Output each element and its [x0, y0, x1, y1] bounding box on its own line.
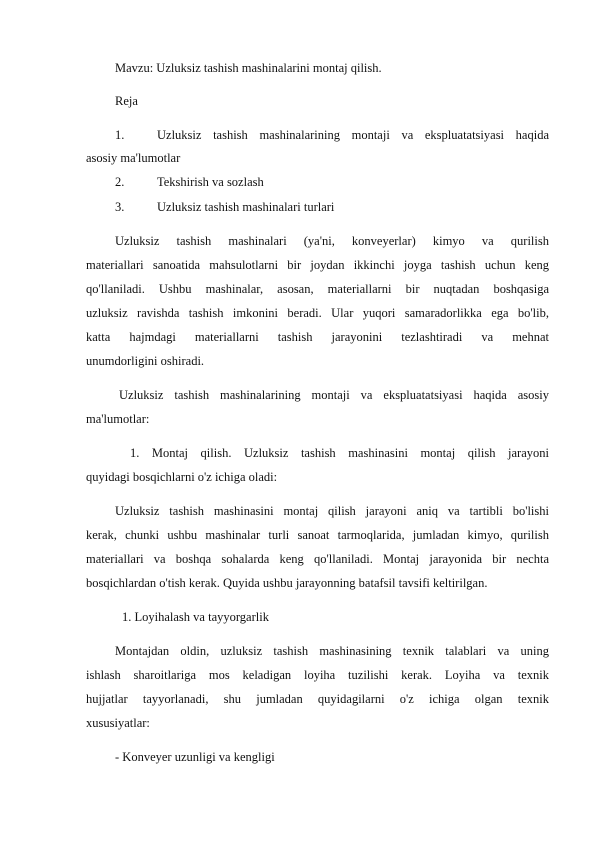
numbered-item-line: quyidagi bosqichlarni o'z ichiga oladi:: [86, 470, 278, 484]
intro-line: materiallari sanoatida mahsulotlarni bir joydan ikkinchi joyga tashish uchun keng: [86, 258, 549, 272]
paragraph-line: Montajdan oldin, uzluksiz tashish mashinasining texnik talablari va uning: [115, 644, 549, 658]
bullet-item: - Konveyer uzunligi va kengligi: [115, 750, 275, 764]
plan-item-1-text-cont: asosiy ma'lumotlar: [86, 151, 181, 165]
section-heading-line: Uzluksiz tashish mashinalarining montaji va ekspluatatsiyasi haqida asosiy: [119, 388, 549, 402]
plan-item-3-text: Uzluksiz tashish mashinalari turlari: [157, 200, 335, 214]
paragraph-line: ishlash sharoitlariga mos keladigan loyiha tuzilishi kerak. Loyiha va texnik: [86, 668, 549, 682]
intro-line: katta hajmdagi materiallarni tashish jarayonini tezlashtiradi va mehnat: [86, 330, 549, 344]
paragraph-line: materiallari va boshqa sohalarda keng qo'llaniladi. Montaj jarayonida bir nechta: [86, 552, 549, 566]
subheading: 1. Loyihalash va tayyorgarlik: [122, 610, 269, 624]
intro-line: uzluksiz ravishda tashish imkonini beradi. Ular yuqori samaradorlikka ega bo'lib,: [86, 306, 549, 320]
paragraph-line: hujjatlar tayyorlanadi, shu jumladan quyidagilarni o'z ichiga olgan texnik: [86, 692, 549, 706]
plan-heading: Reja: [115, 94, 138, 108]
intro-line: qo'llaniladi. Ushbu mashinalar, asosan, materiallarni bir nuqtadan boshqasiga: [86, 282, 549, 296]
plan-item-1-number: 1.: [115, 128, 125, 142]
section-heading-line: ma'lumotlar:: [86, 412, 150, 426]
plan-item-3-number: 3.: [115, 200, 125, 214]
topic-line: Mavzu: Uzluksiz tashish mashinalarini montaj qilish.: [115, 61, 382, 75]
paragraph-line: bosqichlardan o'tish kerak. Quyida ushbu jarayonning batafsil tavsifi keltirilgan.: [86, 576, 488, 590]
paragraph-line: xususiyatlar:: [86, 716, 150, 730]
plan-item-2-text: Tekshirish va sozlash: [157, 175, 264, 189]
numbered-item-line: 1. Montaj qilish. Uzluksiz tashish mashinasini montaj qilish jarayoni: [130, 446, 549, 460]
intro-line: Uzluksiz tashish mashinalari (ya'ni, konveyerlar) kimyo va qurilish: [115, 234, 549, 248]
paragraph-line: Uzluksiz tashish mashinasini montaj qilish jarayoni aniq va tartibli bo'lishi: [115, 504, 549, 518]
plan-item-2-number: 2.: [115, 175, 125, 189]
intro-line: unumdorligini oshiradi.: [86, 354, 205, 368]
paragraph-line: kerak, chunki ushbu mashinalar turli sanoat tarmoqlarida, jumladan kimyo, qurilish: [86, 528, 549, 542]
plan-item-1-text: Uzluksiz tashish mashinalarining montaji va ekspluatatsiyasi haqida: [157, 128, 549, 142]
